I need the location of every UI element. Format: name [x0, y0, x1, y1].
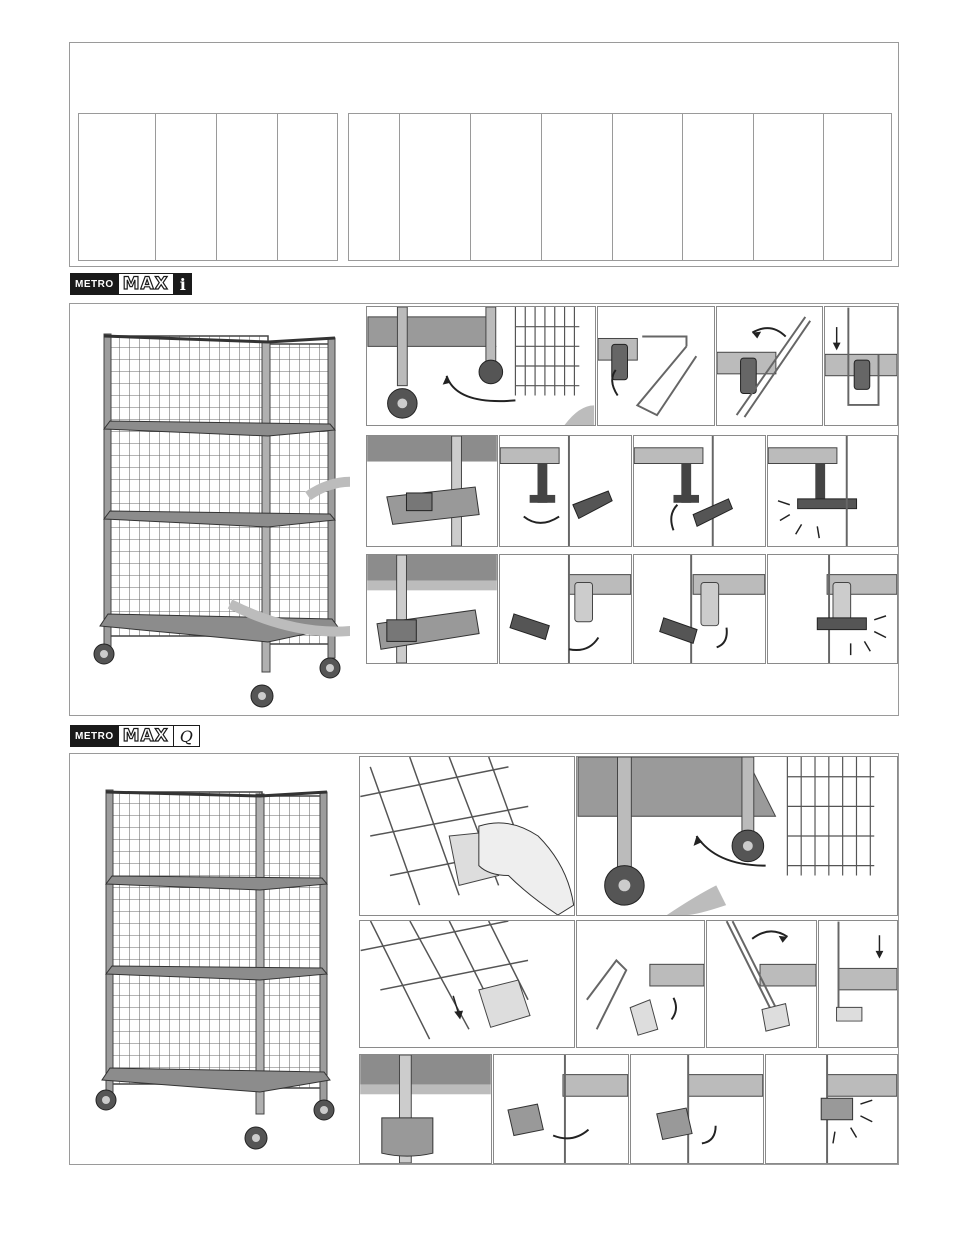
table-column: [824, 114, 891, 260]
metro-logo-text: METRO: [70, 273, 119, 295]
metromax-i-cart-illustration: [90, 324, 350, 714]
step-q-5-clip-rotate: [706, 920, 817, 1048]
curved-arrow-icon: [717, 628, 727, 648]
step-i-1-caster-detail: [366, 306, 596, 426]
step-i-8-clip-click: [767, 435, 898, 547]
series-q-logo-text: Q: [174, 725, 200, 747]
metromax-q-cart-illustration: [90, 780, 350, 1160]
table-column: [471, 114, 541, 260]
step-q-9-lower-clip-engage: [630, 1054, 764, 1164]
right-table: [348, 113, 892, 261]
curved-arrow-icon: [569, 637, 598, 650]
wire-cart-drawing: [90, 780, 350, 1160]
metromax-q-logo: [70, 725, 200, 747]
table-column: [79, 114, 156, 260]
metromax-q-section: [69, 753, 899, 1165]
table-column: [217, 114, 277, 260]
step-i-10-lower-clip-tilt: [499, 554, 632, 664]
step-i-4-hook-drop: [824, 306, 898, 426]
curved-arrow-icon: [702, 1126, 716, 1144]
curved-arrow-icon: [443, 376, 516, 401]
table-column: [754, 114, 824, 260]
header-table-frame: [69, 42, 899, 267]
metro-logo-text: METRO: [70, 725, 119, 747]
step-i-12-lower-clip-click: [767, 554, 898, 664]
step-q-4-clip-align: [576, 920, 705, 1048]
wire-cart-drawing: [90, 324, 350, 714]
curved-arrow-icon: [671, 505, 677, 531]
curved-arrow-icon: [524, 517, 559, 523]
down-arrow-icon: [876, 935, 884, 958]
metromax-i-logo: [70, 273, 192, 295]
step-i-6-clip-tilt: [499, 435, 632, 547]
step-q-7-lower-clip-detail: [359, 1054, 492, 1164]
step-q-2-caster-detail: [576, 756, 898, 916]
table-column: [156, 114, 217, 260]
curved-arrow-icon: [553, 1130, 588, 1139]
step-i-11-lower-clip-engage: [633, 554, 766, 664]
max-logo-text: MAX: [119, 725, 174, 747]
step-i-5-clip-detail: [366, 435, 498, 547]
table-column: [683, 114, 754, 260]
step-q-10-lower-clip-click: [765, 1054, 898, 1164]
step-i-2-hook-align: [597, 306, 715, 426]
step-i-3-hook-rotate: [716, 306, 823, 426]
table-column: [278, 114, 337, 260]
left-table: [78, 113, 338, 261]
step-i-9-lower-clip-detail: [366, 554, 498, 664]
table-column: [349, 114, 400, 260]
hand-icon: [479, 823, 574, 915]
table-column: [400, 114, 471, 260]
metromax-i-section: [69, 303, 899, 716]
step-q-8-lower-clip-tilt: [493, 1054, 629, 1164]
step-i-7-clip-engage: [633, 435, 766, 547]
table-column: [613, 114, 683, 260]
table-column: [542, 114, 613, 260]
step-q-3-slide-clip: [359, 920, 575, 1048]
step-q-6-clip-drop: [818, 920, 898, 1048]
max-logo-text: MAX: [119, 273, 174, 295]
curved-arrow-icon: [672, 998, 677, 1020]
step-q-1-hand-attach-clip: [359, 756, 575, 916]
series-i-logo-text: i: [174, 273, 192, 295]
down-arrow-icon: [833, 327, 841, 350]
